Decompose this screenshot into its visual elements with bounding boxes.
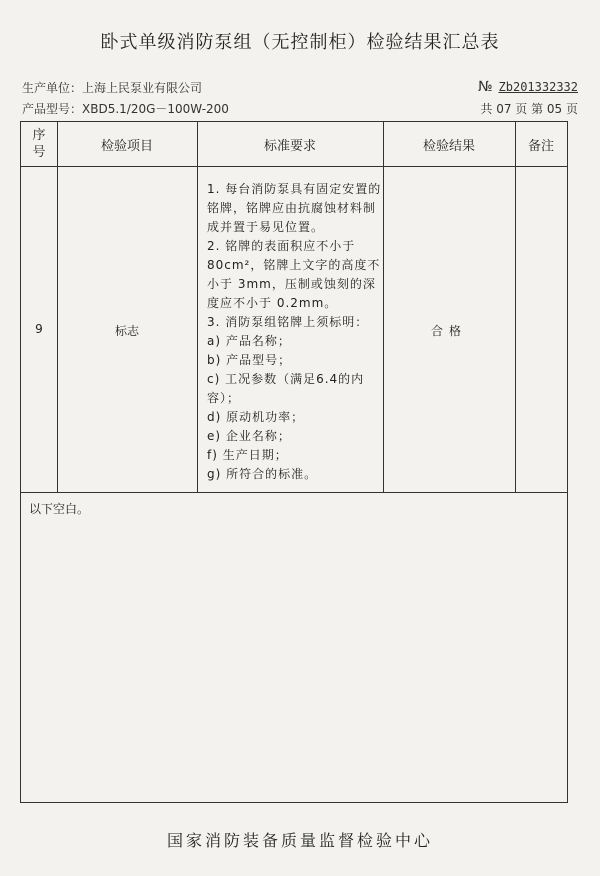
row-seq: 9 [35, 322, 43, 336]
header-item: 检验项目 [100, 138, 153, 154]
manufacturer-line [22, 79, 202, 96]
report-number-line [478, 79, 578, 95]
document-title: 卧式单级消防泵组（无控制柜）检验结果汇总表 [100, 32, 500, 53]
header-seq-label: 序号 [32, 128, 46, 160]
header-divider [21, 166, 567, 167]
blank-below-note: 以下空白。 [29, 502, 90, 516]
model-line [22, 100, 229, 117]
standard-line: e) 企业名称； [207, 429, 291, 443]
standard-line: f) 生产日期； [207, 448, 288, 462]
standard-line: b) 产品型号； [207, 353, 292, 367]
header-result: 检验结果 [422, 138, 475, 154]
model-value: XBD5.1/20G－100W-200 [82, 102, 229, 116]
col-divider [57, 122, 58, 492]
issuing-organization: 国家消防装备质量监督检验中心 [166, 831, 433, 850]
standard-line: a) 产品名称； [207, 334, 291, 348]
row-result: 合格 [430, 324, 467, 338]
standard-line: c) 工况参数（满足6.4的内容）； [207, 372, 365, 405]
manufacturer-label: 生产单位： [22, 81, 83, 95]
number-symbol: № [477, 79, 493, 95]
standard-line: g) 所符合的标准。 [207, 467, 318, 481]
col-divider [197, 122, 198, 492]
header-seq [21, 122, 57, 166]
row-item: 标志 [114, 324, 139, 338]
page-count: 共 07 页 第 05 页 [480, 102, 578, 116]
results-table [20, 121, 568, 803]
standard-line: 2. 铭牌的表面积应不小于 80cm²，铭牌上文字的高度不小于 3mm，压制或蚀刻的深度应不小于 0.2mm。 [207, 239, 381, 310]
col-divider [383, 122, 384, 492]
standard-line: 1. 每台消防泵具有固定安置的铭牌，铭牌应由抗腐蚀材料制成并置于易见位置。 [207, 182, 382, 234]
col-divider [515, 122, 516, 492]
manufacturer-value: 上海上民泵业有限公司 [82, 81, 203, 95]
standard-line: 3. 消防泵组铭牌上须标明： [207, 315, 369, 329]
row-divider [21, 492, 567, 493]
header-remark: 备注 [527, 138, 554, 154]
model-label: 产品型号： [22, 102, 83, 116]
standard-line: d) 原动机功率； [207, 410, 305, 424]
report-number: Zb201332332 [498, 80, 578, 94]
row-standard [207, 180, 383, 484]
header-standard: 标准要求 [263, 138, 316, 154]
